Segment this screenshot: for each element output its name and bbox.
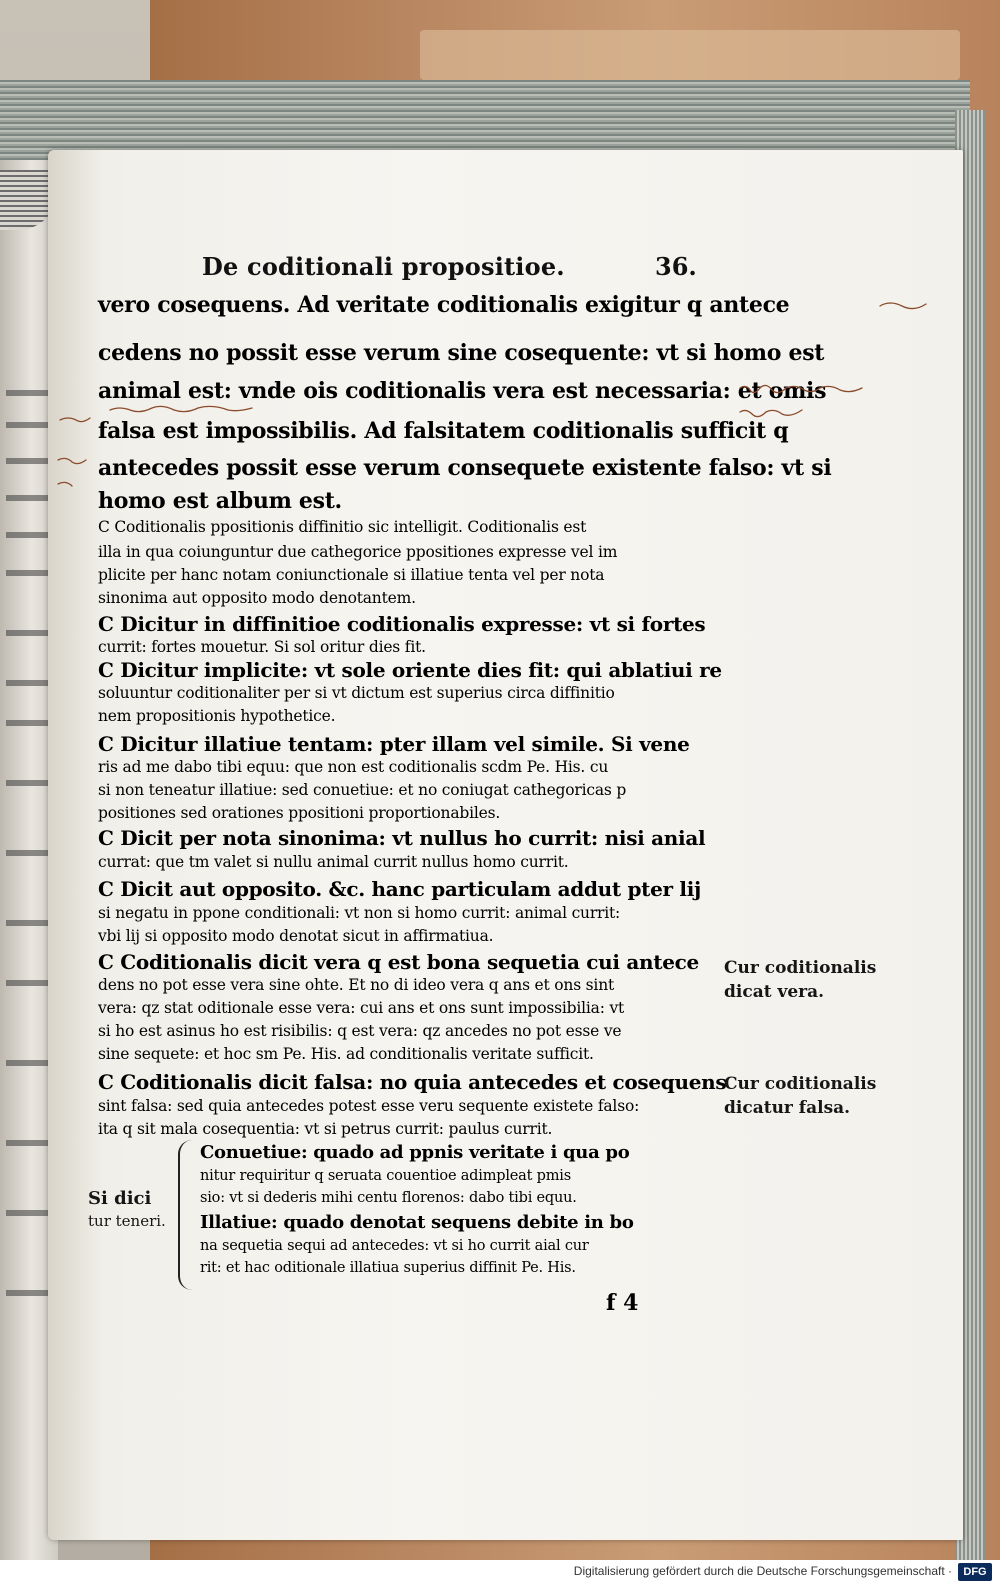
dfg-logo: DFG: [958, 1563, 992, 1581]
signature-mark: f 4: [606, 1290, 639, 1316]
main-line: falsa est impossibilis. Ad falsitatem coditionalis sufficit q: [98, 418, 789, 444]
commentary-line: ris ad me dabo tibi equu: que non est coditionalis scdm Pe. His. cu: [98, 758, 609, 776]
commentary-heading: C Dicitur in diffinitioe coditionalis expresse: vt si fortes: [98, 612, 706, 636]
commentary-line: sint falsa: sed quia antecedes potest esse veru sequente existete falso:: [98, 1097, 640, 1115]
footer-bar: [0, 1560, 1000, 1586]
brace-label: Si dici: [88, 1188, 152, 1209]
commentary-line: vbi lij si opposito modo denotat sicut in affirmatiua.: [98, 927, 494, 945]
brace-line: rit: et hac oditionale illatiua superius diffinit Pe. His.: [200, 1260, 576, 1276]
commentary-line: ita q sit mala cosequentia: vt si petrus currit: paulus currit.: [98, 1120, 553, 1138]
brace-label: tur teneri.: [88, 1212, 166, 1230]
margin-note: Cur coditionalis: [724, 1074, 877, 1094]
commentary-line: positiones sed orationes ppositioni proportionabiles.: [98, 804, 501, 822]
commentary-line: si non teneatur illatiue: sed conuetiue: et no coniugat cathegoricas p: [98, 781, 627, 799]
commentary-line: illa in qua coiunguntur due cathegorice ppositiones expresse vel im: [98, 543, 618, 561]
folio-number: 36.: [655, 252, 697, 281]
commentary-line: currit: fortes mouetur. Si sol oritur dies fit.: [98, 638, 426, 656]
commentary-line: si ho est asinus ho est risibilis: q est vera: qz ancedes no pot esse ve: [98, 1022, 622, 1040]
main-line: cedens no possit esse verum sine cosequente: vt si homo est: [98, 340, 825, 366]
commentary-line: sine sequete: et hoc sm Pe. His. ad conditionalis veritate sufficit.: [98, 1045, 594, 1063]
commentary-line: si negatu in ppone conditionali: vt non si homo currit: animal currit:: [98, 904, 621, 922]
commentary-heading: C Dicitur implicite: vt sole oriente dies fit: qui ablatiui re: [98, 658, 722, 682]
commentary-heading: C Dicit per nota sinonima: vt nullus ho currit: nisi anial: [98, 826, 706, 850]
margin-note: dicat vera.: [724, 982, 825, 1002]
brace-line: na sequetia sequi ad antecedes: vt si ho currit aial cur: [200, 1238, 589, 1254]
commentary-line: soluuntur coditionaliter per si vt dictum est superius circa diffinitio: [98, 684, 615, 702]
brace-line: Illatiue: quado denotat sequens debite in bo: [200, 1212, 634, 1233]
commentary-line: plicite per hanc notam coniunctionale si illatiue tenta vel per nota: [98, 566, 605, 584]
commentary-line: nem propositionis hypothetice.: [98, 707, 336, 725]
commentary-line: dens no pot esse vera sine ohte. Et no di ideo vera q ans et ons sint: [98, 976, 615, 994]
main-line: antecedes possit esse verum consequete existente falso: vt si: [98, 455, 832, 481]
commentary-line: currat: que tm valet si nullu animal currit nullus homo currit.: [98, 853, 569, 871]
commentary-line: sinonima aut opposito modo denotantem.: [98, 589, 416, 607]
funding-credit: Digitalisierung gefördert durch die Deutsche Forschungsgemeinschaft ·: [573, 1564, 952, 1578]
commentary-heading: C Coditionalis dicit vera q est bona sequetia cui antece: [98, 950, 699, 974]
commentary-line: vera: qz stat oditionale esse vera: cui ans et ons sunt impossibilia: vt: [98, 999, 625, 1017]
brace-line: Conuetiue: quado ad ppnis veritate i qua po: [200, 1142, 630, 1163]
margin-note: Cur coditionalis: [724, 958, 877, 978]
margin-note: dicatur falsa.: [724, 1098, 851, 1118]
main-line: vero cosequens. Ad veritate coditionalis exigitur q antece: [98, 292, 790, 318]
commentary-line: C Coditionalis ppositionis diffinitio sic intelligit. Coditionalis est: [98, 518, 587, 536]
commentary-heading: C Dicitur illatiue tentam: pter illam vel simile. Si vene: [98, 732, 690, 756]
running-head: De coditionali propositioe.: [202, 252, 565, 281]
main-line: animal est: vnde ois coditionalis vera est necessaria: et omis: [98, 378, 827, 404]
brace-line: sio: vt si dederis mihi centu florenos: dabo tibi equu.: [200, 1190, 577, 1206]
commentary-heading: C Dicit aut opposito. &c. hanc particulam addut pter lij: [98, 877, 701, 901]
commentary-heading: C Coditionalis dicit falsa: no quia antecedes et cosequens: [98, 1070, 727, 1094]
main-line: homo est album est.: [98, 488, 342, 514]
brace-line: nitur requiritur q seruata couentioe adimpleat pmis: [200, 1168, 571, 1184]
